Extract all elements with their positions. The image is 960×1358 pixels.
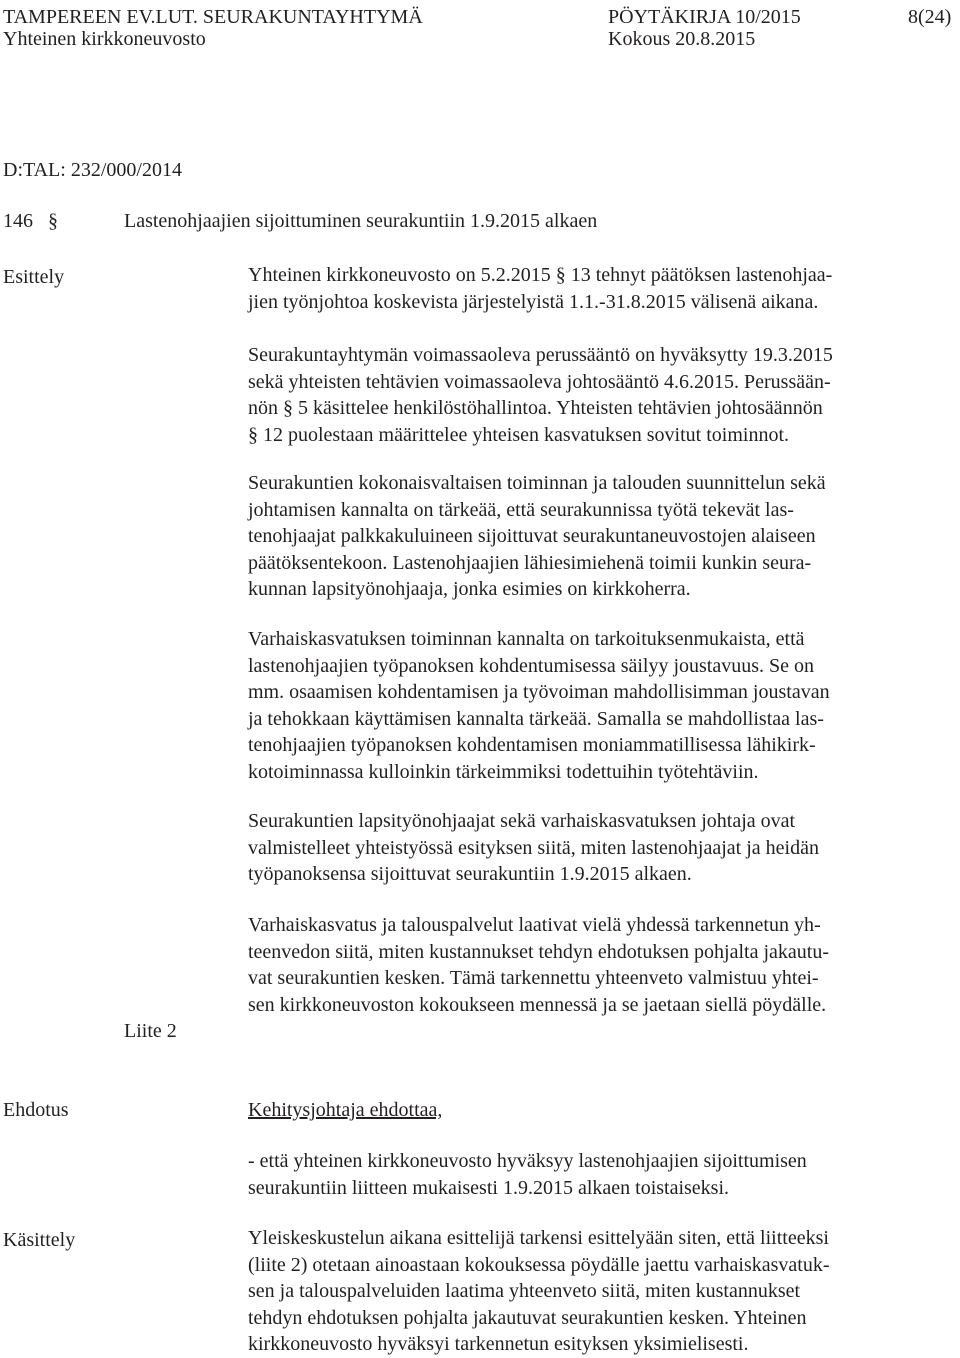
esittely-paragraph-3 xyxy=(248,470,948,603)
esittely-paragraph-2 xyxy=(248,342,948,448)
attachment-label: Liite 2 xyxy=(124,1020,177,1042)
text-line: ja tehokkaan käyttämisen kannalta tärkeää. Samalla se mahdollistaa las- xyxy=(248,707,824,730)
header-doc: PÖYTÄKIRJA 10/2015 xyxy=(608,6,801,28)
esittely-paragraph-5 xyxy=(248,808,948,888)
esittely-paragraph-1 xyxy=(248,262,948,315)
header-middle xyxy=(608,6,801,50)
text-line: § 12 puolestaan määrittelee yhteisen kasvatuksen sovitut toiminnot. xyxy=(248,423,789,446)
esittely-paragraph-4 xyxy=(248,626,948,785)
text-line: (liite 2) otetaan ainoastaan kokouksessa pöydälle jaettu varhaiskasvatuk- xyxy=(248,1253,830,1276)
label-kasittely: Käsittely xyxy=(3,1229,76,1251)
section-number: 146 xyxy=(3,210,33,232)
text-line: tehdyn ehdotuksen pohjalta jakautuvat seurakuntien kesken. Yhteinen xyxy=(248,1306,807,1329)
text-line: Yleiskeskustelun aikana esittelijä tarkensi esittelyään siten, että liitteeksi xyxy=(248,1227,829,1249)
text-line: tenohjaajien työpanoksen kohdentamisen moniammatillisessa lähikirk- xyxy=(248,734,816,756)
text-line: seurakuntiin liitteen mukaisesti 1.9.2015 alkaen toistaiseksi. xyxy=(248,1176,730,1199)
label-ehdotus: Ehdotus xyxy=(3,1099,69,1121)
text-line: teenvedon siitä, miten kustannukset tehdyn ehdotuksen pohjalta jakautu- xyxy=(248,940,829,963)
text-line: työpanoksensa sijoittuvat seurakuntiin 1.9.2015 alkaen. xyxy=(248,863,692,885)
text-line: Seurakuntien kokonaisvaltaisen toiminnan ja talouden suunnittelun sekä xyxy=(248,472,826,494)
text-line: päätöksentekoon. Lastenohjaajien lähiesimiehenä toimii kunkin seura- xyxy=(248,551,812,574)
header-left xyxy=(3,6,423,50)
label-esittely: Esittely xyxy=(3,266,65,288)
kasittely-paragraph xyxy=(248,1225,948,1358)
header-body: Yhteinen kirkkoneuvosto xyxy=(3,28,206,50)
section-sign: § xyxy=(48,210,58,232)
text-line: vat seurakuntien kesken. Tämä tarkennettu yhteenveto valmistuu yhtei- xyxy=(248,967,819,989)
text-line: jien työnjohtoa koskevista järjestelyistä 1.1.-31.8.2015 välisenä aikana. xyxy=(248,290,819,313)
text-line: sen kirkkoneuvoston kokoukseen mennessä ja se jaetaan siellä pöydälle. xyxy=(248,993,827,1016)
text-line: valmistelleet yhteistyössä esityksen siitä, miten lastenohjaajat ja heidän xyxy=(248,836,819,859)
text-line: tenohjaajat palkkakuluineen sijoittuvat seurakuntaneuvostojen alaiseen xyxy=(248,525,816,547)
text-line: nön § 5 käsittelee henkilöstöhallintoa. Yhteisten tehtävien johtosäännön xyxy=(248,397,823,419)
text-line: kunnan lapsityönohjaaja, jonka esimies on kirkkoherra. xyxy=(248,578,691,600)
header-org: TAMPEREEN EV.LUT. SEURAKUNTAYHTYMÄ xyxy=(3,6,423,28)
ehdotus-heading: Kehitysjohtaja ehdottaa, xyxy=(248,1099,443,1121)
header-meeting: Kokous 20.8.2015 xyxy=(608,28,756,50)
esittely-paragraph-6 xyxy=(248,912,948,1018)
text-line: johtamisen kannalta on tärkeää, että seurakunnissa työtä tekevät las- xyxy=(248,498,794,521)
text-line: sekä yhteisten tehtävien voimassaoleva johtosääntö 4.6.2015. Perussään- xyxy=(248,370,831,393)
text-line: Varhaiskasvatus ja talouspalvelut laativat vielä yhdessä tarkennetun yh- xyxy=(248,914,821,936)
text-line: lastenohjaajien työpanoksen kohdentumisessa säilyy joustavuus. Se on xyxy=(248,654,815,677)
ehdotus-paragraph xyxy=(248,1148,948,1201)
text-line: Seurakuntayhtymän voimassaoleva perussääntö on hyväksytty 19.3.2015 xyxy=(248,344,833,366)
header-right xyxy=(908,6,951,50)
record-dtal: D:TAL: 232/000/2014 xyxy=(3,159,182,181)
text-line: kotoiminnassa kulloinkin tärkeimmiksi todettuihin työtehtäviin. xyxy=(248,760,759,783)
page-number: 8(24) xyxy=(908,6,952,28)
text-line: Varhaiskasvatuksen toiminnan kannalta on tarkoituksenmukaista, että xyxy=(248,628,805,650)
section-title: Lastenohjaajien sijoittuminen seurakuntiin 1.9.2015 alkaen xyxy=(124,210,598,232)
text-line: kirkkoneuvosto hyväksyi tarkennetun esityksen yksimielisesti. xyxy=(248,1333,749,1355)
text-line: Yhteinen kirkkoneuvosto on 5.2.2015 § 13 tehnyt päätöksen lastenohjaa- xyxy=(248,264,833,286)
text-line: - että yhteinen kirkkoneuvosto hyväksyy lastenohjaajien sijoittumisen xyxy=(248,1150,807,1172)
text-line: mm. osaamisen kohdentamisen ja työvoiman mahdollisimman joustavan xyxy=(248,681,830,703)
text-line: sen ja talouspalveluiden laatima yhteenveto siitä, miten kustannukset xyxy=(248,1280,801,1302)
text-line: Seurakuntien lapsityönohjaajat sekä varhaiskasvatuksen johtaja ovat xyxy=(248,810,796,832)
